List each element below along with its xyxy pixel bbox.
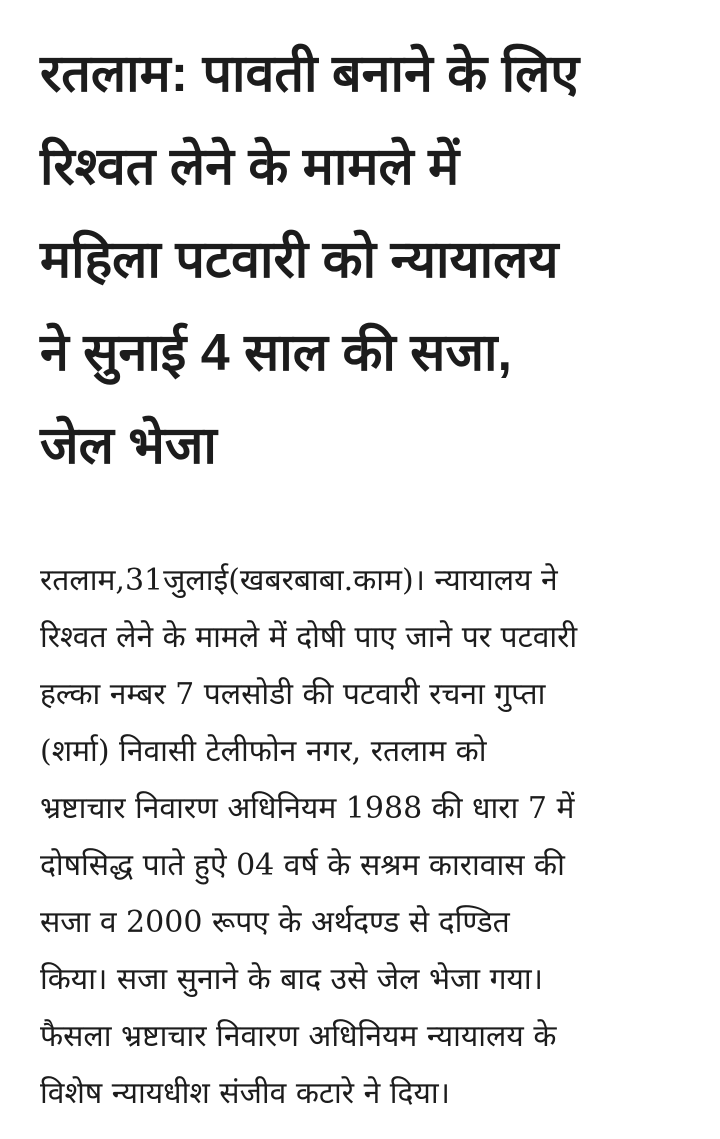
headline-line: ने सुनाई 4 साल की सजा, <box>40 324 512 382</box>
body-line: सजा व 2000 रूपए के अर्थदण्ड से दण्डित <box>40 905 510 940</box>
headline-line: रिश्वत लेने के मामले में <box>40 138 460 196</box>
body-line: रिश्वत लेने के मामले में दोषी पाए जाने पर पटवारी <box>40 620 578 655</box>
body-line: (शर्मा) निवासी टेलीफोन नगर, रतलाम को <box>40 734 487 769</box>
body-line: फैसला भ्रष्टाचार निवारण अधिनियम न्यायालय के <box>40 1019 557 1054</box>
headline-line: रतलाम: पावती बनाने के लिए <box>40 45 580 103</box>
body-line: दोषसिद्ध पाते हुऐ 04 वर्ष के सश्रम कारावास की <box>40 848 565 883</box>
body-line: रतलाम,31जुलाई(खबरबाबा.काम)। न्यायालय ने <box>40 563 558 598</box>
headline-line: महिला पटवारी को न्यायालय <box>40 231 559 289</box>
body-line: विशेष न्यायधीश संजीव कटारे ने दिया। <box>40 1076 450 1111</box>
body-line: किया। सजा सुनाने के बाद उसे जेल भेजा गया। <box>40 962 544 997</box>
body-line: भ्रष्टाचार निवारण अधिनियम 1988 की धारा 7 में <box>40 791 575 826</box>
article-headline <box>40 28 690 493</box>
body-line: हल्का नम्बर 7 पलसोडी की पटवारी रचना गुप्ता <box>40 677 546 712</box>
headline-line: जेल भेजा <box>40 417 217 475</box>
article-body <box>40 552 690 1122</box>
news-article <box>40 28 690 1111</box>
